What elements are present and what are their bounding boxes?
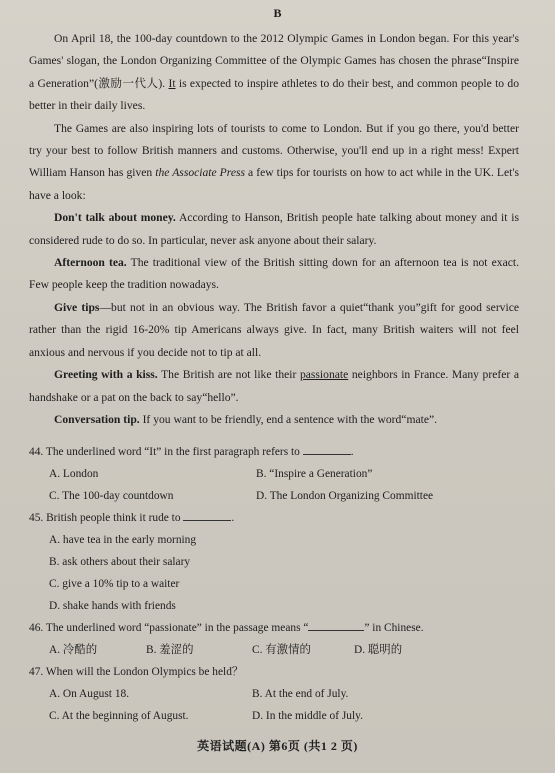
tip-greeting-body-b: neighbors in France. Many prefer a handshake or a pat on the back to say“hello”. [29, 368, 519, 404]
option-47-d[interactable]: D. In the middle of July. [252, 710, 363, 722]
question-46-options [29, 639, 529, 661]
question-46-stem [29, 617, 529, 639]
question-44-stem [29, 441, 529, 463]
option-47-c[interactable]: C. At the beginning of August. [49, 710, 189, 722]
question-46-end: ” in Chinese. [364, 622, 424, 634]
option-45-b[interactable]: B. ask others about their salary [49, 556, 191, 568]
option-45-c[interactable]: C. give a 10% tip to a waiter [49, 578, 180, 590]
question-47-options-row-1 [29, 683, 529, 705]
answer-blank [308, 620, 364, 631]
paragraph-1-text-b: is expected to inspire athletes to do their best, and common people to do better in their daily lives. [29, 76, 520, 113]
option-47-a[interactable]: A. On August 18. [49, 688, 130, 700]
tip-tipping-body: —but not in an obvious way. The British favor a quiet“thank you”gift for good service rather than the rigid 16-20% tip Americans always give. In fact, many British waiters will not feel anxious and nervous if you decide not to tip at all. [29, 300, 519, 359]
page-footer: 英语试题(A) 第6页 (共1 2 页) [197, 739, 358, 753]
option-45-d[interactable]: D. shake hands with friends [49, 600, 176, 612]
tip-conversation-heading: Conversation tip. [54, 412, 140, 426]
question-46-text: 46. The underlined word “passionate” in the passage means “ [29, 622, 309, 634]
paragraph-1 [29, 28, 519, 118]
underlined-passionate: passionate [299, 368, 349, 382]
question-47-options-row-2 [29, 705, 529, 727]
section-label: B [273, 6, 282, 20]
option-44-b[interactable]: B. “Inspire a Generation” [256, 468, 373, 480]
question-45-end: . [231, 512, 235, 524]
tip-greeting-heading: Greeting with a kiss. [54, 368, 158, 382]
option-46-b[interactable]: B. 羞涩的 [146, 644, 194, 656]
answer-blank [183, 510, 231, 521]
tip-tea-heading: Afternoon tea. [54, 256, 127, 270]
option-46-c[interactable]: C. 有激情的 [252, 644, 311, 656]
question-44-options-row-2 [29, 485, 529, 507]
question-list [29, 441, 529, 727]
question-45-text: 45. British people think it rude to [29, 512, 184, 524]
question-47-stem: 47. When will the London Olympics be held？ [29, 666, 244, 678]
tip-conversation-body: If you want to be friendly, end a sentence with the word“mate”. [139, 412, 438, 426]
tip-tipping [29, 297, 519, 364]
tip-money-body: According to Hanson, British people hate talking about money and it is considered rude to do so. In particular, never ask anyone about their salary. [29, 211, 519, 247]
question-44-end: . [350, 446, 354, 458]
answer-blank [303, 444, 351, 455]
paragraph-1-text-a: On April 18, the 100-day countdown to the 2012 Olympic Games in London began. For this year's Games' slogan, the London Organizing Committee of the Olympic Games has chosen the phrase“Inspire a Generation”(激励一代人). [29, 32, 519, 90]
option-44-d[interactable]: D. The London Organizing Committee [256, 490, 434, 502]
paragraph-2-text-b: a few tips for tourists on how to act while in the UK. Let's have a look: [29, 166, 519, 202]
option-46-a[interactable]: A. 冷酷的 [49, 644, 98, 656]
associate-press-italic: the Associate Press [155, 166, 246, 180]
underlined-it: It [168, 76, 176, 90]
option-44-a[interactable]: A. London [49, 468, 99, 480]
tip-tea-body: The traditional view of the British sitting down for an afternoon tea is not exact. Few people keep the tradition nowadays. [29, 256, 519, 292]
tip-conversation [29, 409, 519, 431]
question-44-options-row-1 [29, 463, 529, 485]
question-45-stem [29, 507, 529, 529]
option-47-b[interactable]: B. At the end of July. [252, 688, 349, 700]
tip-money [29, 207, 519, 252]
option-44-c[interactable]: C. The 100-day countdown [49, 490, 174, 502]
tip-tea [29, 252, 519, 297]
option-45-a[interactable]: A. have tea in the early morning [49, 534, 197, 546]
tip-greeting [29, 364, 519, 409]
paragraph-2-text-a: The Games are also inspiring lots of tourists to come to London. But if you go there, you'd better try your best to follow British manners and customs. Otherwise, you'll end up in a right mess! Expert William Hanson has given [29, 121, 519, 180]
paragraph-2 [29, 118, 519, 208]
option-46-d[interactable]: D. 聪明的 [354, 644, 403, 656]
reading-passage [29, 28, 519, 431]
tip-tipping-heading: Give tips [54, 300, 100, 314]
question-45-options [29, 529, 529, 617]
tip-money-heading: Don't talk about money. [54, 211, 176, 225]
question-44-text: 44. The underlined word “It” in the first paragraph refers to [29, 446, 303, 458]
tip-greeting-body-a: The British are not like their [157, 368, 300, 382]
